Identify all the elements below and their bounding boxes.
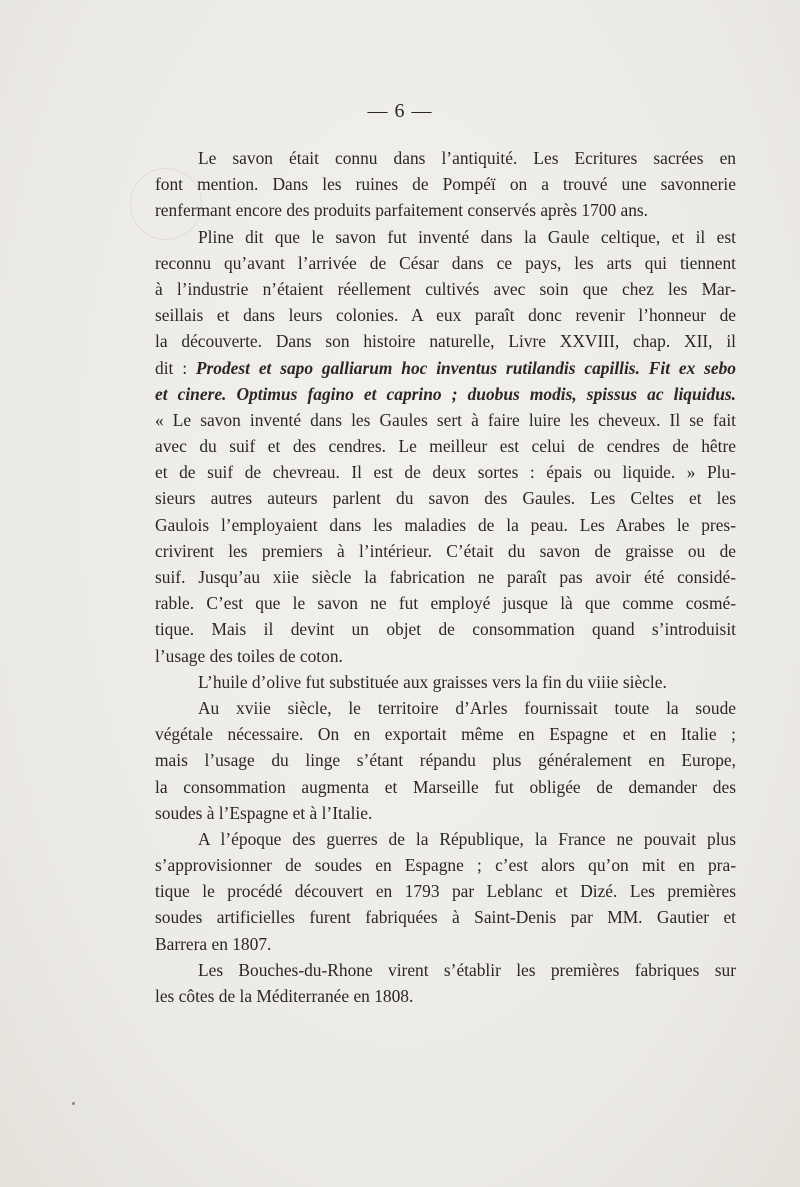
text-line (155, 171, 736, 197)
line-text: et de suif de chevreau. Il est de deux sortes : épais ou liquide. » Plu- (155, 462, 736, 483)
line-text: dit : (155, 357, 196, 378)
line-text: la consommation augmenta et Marseille fut obligée de demander des (155, 776, 736, 797)
text-line (155, 538, 736, 564)
text-line (155, 328, 736, 354)
line-text: Barrera en 1807. (155, 933, 272, 954)
text-line (155, 407, 736, 433)
text-line (155, 878, 736, 904)
text-line (155, 590, 736, 616)
text-line (155, 616, 736, 642)
line-text: mais l’usage du linge s’étant répandu plus généralement en Europe, (155, 750, 736, 771)
line-text: Pline dit que le savon fut inventé dans la Gaule celtique, et il est (198, 226, 736, 247)
line-text: reconnu qu’avant l’arrivée de César dans ce pays, les arts qui tiennent (155, 252, 736, 273)
text-line (155, 276, 736, 302)
line-text: à l’industrie n’étaient réellement cultivés avec soin que chez les Mar- (155, 278, 736, 299)
text-line (155, 852, 736, 878)
line-text: tique. Mais il devint un objet de consommation quand s’introduisit (155, 619, 736, 640)
body-text (155, 145, 736, 1009)
text-line (155, 643, 736, 669)
line-text: la découverte. Dans son histoire naturelle, Livre XXVIII, chap. XII, il (155, 331, 736, 352)
line-text: sieurs autres auteurs parlent du savon des Gaules. Les Celtes et les (155, 488, 736, 509)
line-text: soudes à l’Espagne et à l’Italie. (155, 802, 373, 823)
latin-quote-text: Prodest et sapo galliarum hoc inventus rutilandis capillis. Fit ex sebo (195, 357, 736, 378)
text-line (155, 197, 736, 223)
text-line (155, 512, 736, 538)
text-line (155, 355, 736, 381)
line-text: Gaulois l’employaient dans les maladies de la peau. Les Arabes le pres- (155, 514, 736, 535)
latin-quote-text: et cinere. Optimus fagino et caprino ; duobus modis, spissus ac liquidus. (155, 383, 736, 404)
line-text: les côtes de la Méditerranée en 1808. (155, 986, 414, 1006)
text-line (155, 250, 736, 276)
text-line (155, 433, 736, 459)
text-line (155, 302, 736, 328)
text-line (155, 695, 736, 721)
page-number: — 6 — (367, 100, 433, 122)
text-line (155, 747, 736, 773)
text-line (155, 224, 736, 250)
line-text: crivirent les premiers à l’intérieur. C’était du savon de graisse ou de (155, 540, 736, 561)
line-text: Les Bouches-du-Rhone virent s’établir les premières fabriques sur (198, 959, 736, 980)
text-line (155, 669, 736, 695)
line-text: « Le savon inventé dans les Gaules sert à faire luire les cheveux. Il se fait (155, 409, 736, 430)
text-line (155, 983, 736, 1009)
text-line (155, 826, 736, 852)
line-text: avec du suif et des cendres. Le meilleur est celui de cendres de hêtre (155, 436, 736, 457)
line-text: seillais et dans leurs colonies. A eux paraît donc revenir l’honneur de (155, 305, 736, 326)
line-text: s’approvisionner de soudes en Espagne ; c’est alors qu’on mit en pra- (155, 855, 736, 876)
text-line (155, 564, 736, 590)
line-text: font mention. Dans les ruines de Pompéï on a trouvé une savonnerie (155, 174, 736, 195)
line-text: tique le procédé découvert en 1793 par Leblanc et Dizé. Les premières (155, 881, 736, 902)
text-line (155, 381, 736, 407)
line-text: L’huile d’olive fut substituée aux graisses vers la fin du viiie siècle. (198, 671, 667, 692)
line-text: rable. C’est que le savon ne fut employé jusque là que comme cosmé- (155, 593, 736, 614)
text-line (155, 774, 736, 800)
text-line (155, 800, 736, 826)
line-text: Le savon était connu dans l’antiquité. Les Ecritures sacrées en (198, 148, 736, 168)
text-line (155, 721, 736, 747)
text-line (155, 904, 736, 930)
line-text: l’usage des toiles de coton. (155, 645, 343, 666)
paper-speck (72, 1102, 75, 1105)
line-text: soudes artificielles furent fabriquées à Saint-Denis par MM. Gautier et (155, 907, 736, 928)
line-text: végétale nécessaire. On en exportait même en Espagne et en Italie ; (155, 724, 736, 745)
line-text: suif. Jusqu’au xiie siècle la fabrication ne paraît pas avoir été considé- (155, 567, 736, 587)
line-text: renfermant encore des produits parfaitement conservés après 1700 ans. (155, 200, 649, 221)
text-line (155, 485, 736, 511)
line-text: Au xviie siècle, le territoire d’Arles fournissait toute la soude (198, 697, 736, 718)
text-line (155, 931, 736, 957)
text-line (155, 145, 736, 171)
line-text: A l’époque des guerres de la République, la France ne pouvait plus (198, 828, 736, 849)
text-line (155, 957, 736, 983)
text-line (155, 459, 736, 485)
